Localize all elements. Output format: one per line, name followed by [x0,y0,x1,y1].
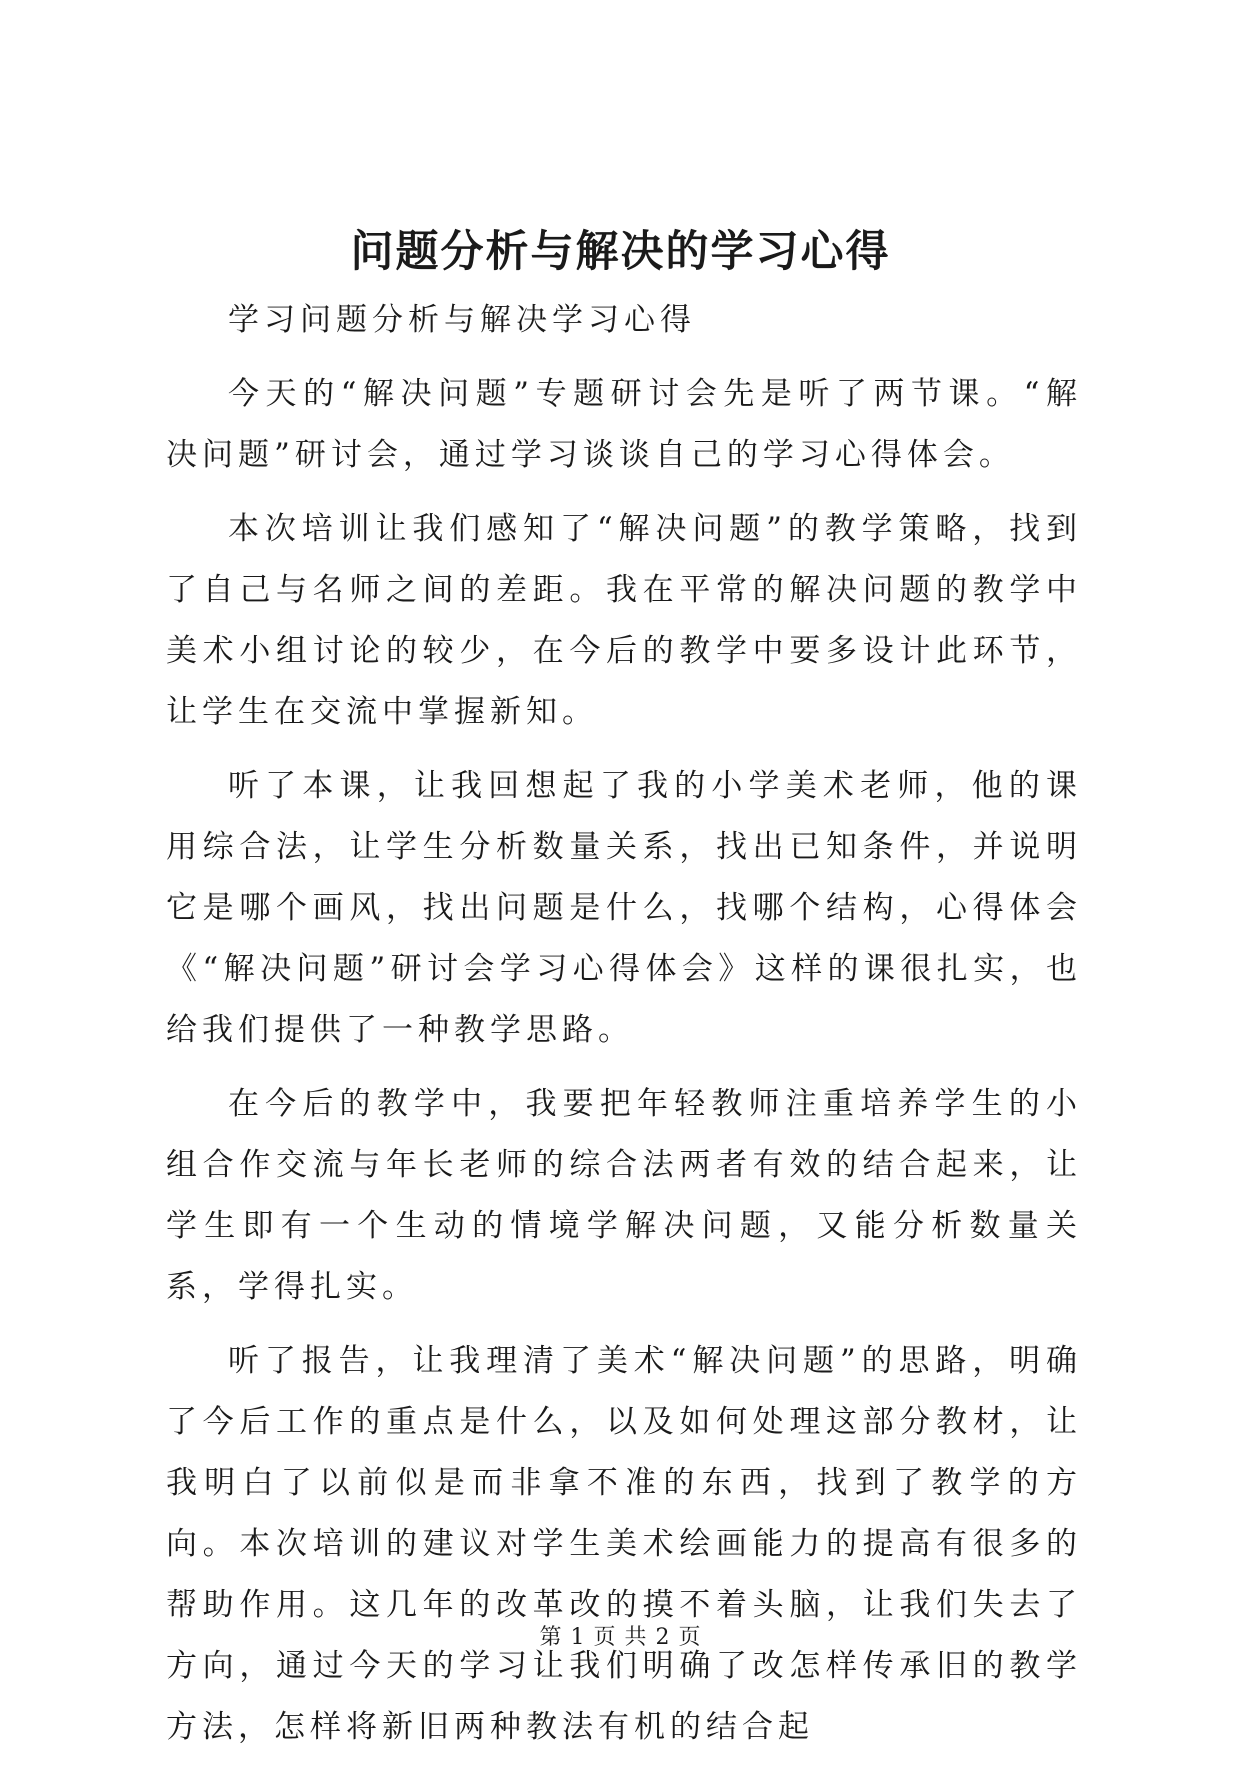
paragraph: 听了本课，让我回想起了我的小学美术老师，他的课用综合法，让学生分析数量关系，找出已知条件，并说明它是哪个画风，找出问题是什么，找哪个结构，心得体会《“解决问题”研讨会学习心得体会》这样的课很扎实，也给我们提供了一种教学思路。 [166,768,1082,1048]
paragraph: 听了报告，让我理清了美术“解决问题”的思路，明确了今后工作的重点是什么，以及如何处理这部分教材，让我明白了以前似是而非拿不准的东西，找到了教学的方向。本次培训的建议对学生美术绘画能力的提高有很多的帮助作用。这几年的改革改的摸不着头脑，让我们失去了方向，通过今天的学习让我们明确了改怎样传承旧的教学方法，怎样将新旧两种教法有机的结合起 [166,1343,1082,1745]
document-title: 问题分析与解决的学习心得 [350,227,891,277]
paragraph-subtitle: 学习问题分析与解决学习心得 [228,302,696,338]
page-number-footer: 第 1 页 共 2 页 [539,1625,702,1650]
paragraph: 今天的“解决问题”专题研讨会先是听了两节课。“解决问题”研讨会，通过学习谈谈自己的学习心得体会。 [166,376,1082,473]
paragraph: 在今后的教学中，我要把年轻教师注重培养学生的小组合作交流与年长老师的综合法两者有效的结合起来，让学生即有一个生动的情境学解决问题，又能分析数量关系，学得扎实。 [166,1086,1082,1305]
paragraph: 本次培训让我们感知了“解决问题”的教学策略，找到了自己与名师之间的差距。我在平常的解决问题的教学中美术小组讨论的较少，在今后的教学中要多设计此环节，让学生在交流中掌握新知。 [166,511,1082,730]
document-body [166,290,1082,1771]
